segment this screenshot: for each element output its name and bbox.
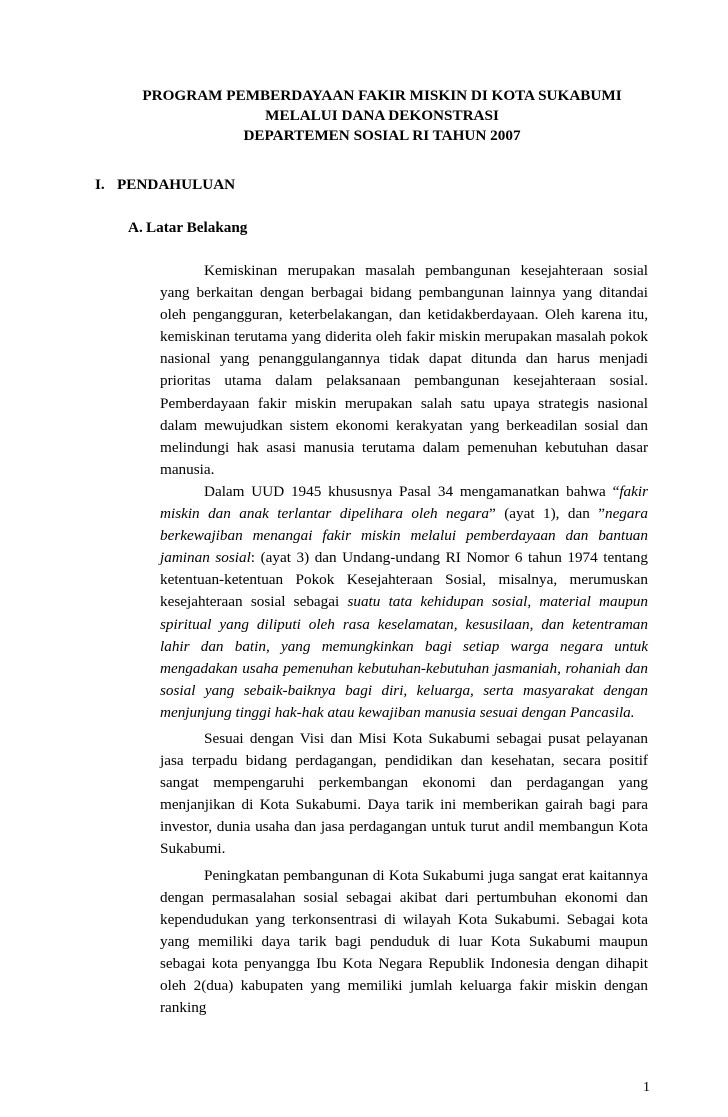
- subsection-number: A.: [128, 219, 143, 236]
- subsection-title: Latar Belakang: [146, 219, 248, 236]
- section-number: I.: [95, 176, 105, 193]
- paragraph-2-text-2: ” (ayat 1), dan ”: [489, 505, 605, 523]
- paragraph-2-text-3: : (ayat 3) dan Undang-undang RI Nomor 6 tahun 1974 tentang ketentuan-ketentuan Pokok Kesejahteraan Sosial, misalnya, merumuskan kesejahteraan sosial sebagai: [160, 549, 648, 611]
- paragraph-2: [160, 481, 648, 724]
- paragraph-1: Kemiskinan merupakan masalah pembangunan kesejahteraan sosial yang berkaitan dengan berbagai bidang pembangunan lainnya yang ditandai oleh pengangguran, keterbelakangan, dan ketidakberdayaan. Oleh karena itu, kemiskinan terutama yang diderita oleh fakir miskin merupakan masalah pokok nasional yang penanggulangannya tidak dapat ditunda dan harus menjadi prioritas utama dalam pelaksanaan pembangunan kesejahteraan sosial. Pemberdayaan fakir miskin merupakan salah satu upaya strategis nasional dalam mewujudkan sistem ekonomi kerakyatan yang berkeadilan sosial dan melindungi hak asasi manusia terutama dalam pemenuhan kebutuhan dasar manusia.: [160, 262, 648, 478]
- paragraph-4: Peningkatan pembangunan di Kota Sukabumi juga sangat erat kaitannya dengan permasalahan sosial sebagai akibat dari pertumbuhan ekonomi dan kependudukan yang terkonsentrasi di wilayah Kota Sukabumi. Sebagai kota yang memiliki daya tarik bagi penduduk di luar Kota Sukabumi maupun sebagai kota penyangga Ibu Kota Negara Republik Indonesia dengan dihapit oleh 2(dua) kabupaten yang memiliki jumlah keluarga fakir miskin dengan ranking: [160, 866, 648, 1017]
- title-line-3: DEPARTEMEN SOSIAL RI TAHUN 2007: [243, 127, 521, 144]
- document-title: [110, 86, 654, 146]
- paragraph-2-text-1: Dalam UUD 1945 khususnya Pasal 34 mengamanatkan bahwa “: [204, 482, 620, 500]
- section-title: PENDAHULUAN: [117, 176, 236, 193]
- section-heading: [95, 176, 235, 194]
- paragraph-2-quote-2: negara berkewajiban menangai fakir miskin melalui pemberdayaan dan bantuan jaminan sosial: [160, 505, 648, 567]
- paragraph-2-quote-1: fakir miskin dan anak terlantar dipelihara oleh negara: [160, 482, 648, 523]
- paragraph-2-quote-3: suatu tata kehidupan sosial, material maupun spiritual yang diliputi oleh rasa keselamatan, kesusilaan, dan ketentraman lahir dan batin, yang memungkinkan bagi setiap warga negara untuk mengadakan usaha pemenuhan kebutuhan-kebutuhan jasmaniah, rohaniah dan sosial yang sebaik-baiknya bagi diri, keluarga, serta masyarakat dengan menjunjung tinggi hak-hak atau kewajiban manusia sesuai dengan Pancasila.: [160, 593, 648, 721]
- body-text: [160, 260, 648, 1019]
- subsection-heading: [128, 219, 247, 237]
- title-line-1: PROGRAM PEMBERDAYAAN FAKIR MISKIN DI KOTA SUKABUMI: [142, 87, 622, 104]
- title-line-2: MELALUI DANA DEKONSTRASI: [265, 107, 499, 124]
- page-number: 1: [643, 1080, 650, 1095]
- paragraph-3: Sesuai dengan Visi dan Misi Kota Sukabumi sebagai pusat pelayanan jasa terpadu bidang perdagangan, pendidikan dan kesehatan, secara positif sangat mempengaruhi perkembangan ekonomi dan perdagangan yang menjanjikan di Kota Sukabumi. Daya tarik ini memberikan gairah bagi para investor, dunia usaha dan jasa perdagangan untuk turut andil membangun Kota Sukabumi.: [160, 729, 648, 858]
